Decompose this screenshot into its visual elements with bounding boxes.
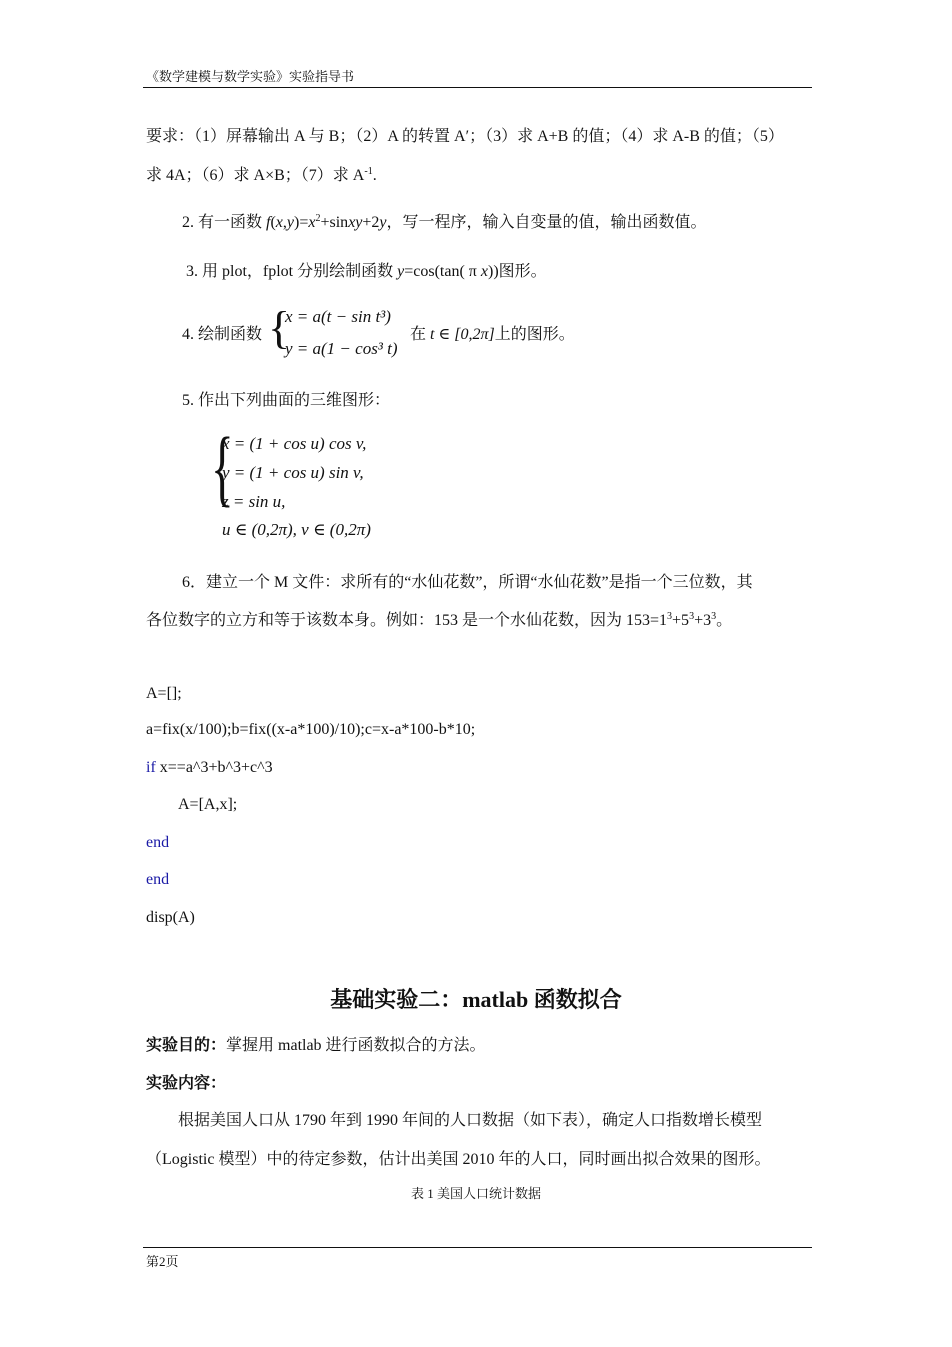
- q4-equation-1: x = a(t − sin t³): [285, 307, 391, 326]
- q5-brace: {: [211, 419, 234, 515]
- q3-prefix: 3. 用 plot，fplot 分别绘制函数: [186, 263, 398, 280]
- content-body-2: （Logistic 模型）中的待定参数，估计出美国 2010 年的人口，同时画出拟合效果的图形。: [146, 1151, 771, 1168]
- question-3: [186, 258, 547, 281]
- q3-suffix: ))图形。: [487, 263, 547, 280]
- q6-cube-3: 3: [711, 611, 717, 622]
- inverse-superscript: -1: [364, 166, 373, 177]
- code-line-1: A=[];: [146, 685, 182, 702]
- q5-equation-3: z = sin u,: [222, 492, 286, 511]
- running-header: 《数学建模与数学实验》实验指导书: [146, 69, 355, 84]
- code-line-5: end: [146, 834, 170, 851]
- section-title: 基础实验二：matlab 函数拟合: [330, 987, 622, 1012]
- table-caption: 表 1 美国人口统计数据: [410, 1186, 541, 1201]
- q6-text: 各位数字的立方和等于该数本身。例如：153 是一个水仙花数，因为 153=1: [146, 612, 668, 629]
- q5-equation-4: u ∈ (0,2π), v ∈ (0,2π): [222, 520, 371, 539]
- requirements-line-2: [146, 162, 377, 185]
- q4-at: 在: [410, 326, 427, 343]
- header-rule: [143, 87, 812, 88]
- code-line-3: [146, 759, 273, 777]
- q2-suffix: ，写一程序，输入自变量的值，输出函数值。: [386, 214, 707, 231]
- q5-equation-2: y = (1 + cos u) sin v,: [222, 463, 364, 482]
- purpose-line: [146, 1032, 486, 1055]
- question-2: [182, 209, 707, 232]
- content-body-1: 根据美国人口从 1790 年到 1990 年间的人口数据（如下表），确定人口指数增长模型: [178, 1112, 763, 1129]
- q5-equation-1: x = (1 + cos u) cos v,: [222, 434, 367, 453]
- footer-rule: [143, 1247, 812, 1248]
- q2-x: x: [275, 214, 283, 231]
- q3-y: y: [397, 263, 405, 280]
- q2-x2: x: [308, 214, 316, 231]
- keyword-if: if: [146, 759, 156, 776]
- q6-cube-2: 3: [689, 611, 695, 622]
- page-number: 第2页: [146, 1254, 179, 1269]
- q6-cube-1: 3: [667, 611, 673, 622]
- q6-plus-3: +3: [694, 612, 712, 629]
- q2-f: f: [266, 214, 271, 231]
- q4-interval: t ∈ [0,2π]: [430, 326, 495, 343]
- q2-y2: y: [379, 214, 387, 231]
- purpose-text: 掌握用 matlab 进行函数拟合的方法。: [226, 1037, 486, 1054]
- q4-brace: {: [268, 302, 291, 353]
- q2-sin: +sin: [320, 214, 349, 231]
- code-line-7: disp(A): [146, 909, 195, 926]
- q3-x: x: [480, 263, 488, 280]
- question-6-line-2: [146, 607, 732, 630]
- q6-end: 。: [716, 612, 733, 629]
- q4-equation-2: y = a(1 − cos³ t): [285, 339, 398, 358]
- q2-xy: xy: [348, 214, 363, 231]
- requirements-period: .: [372, 167, 377, 184]
- q4-domain: [410, 321, 575, 344]
- code-line-6: end: [146, 871, 170, 888]
- content-label: 实验内容：: [146, 1075, 227, 1092]
- code-condition: x==a^3+b^3+c^3: [155, 759, 273, 776]
- code-line-4: A=[A,x];: [178, 796, 238, 813]
- code-line-2: a=fix(x/100);b=fix((x-a*100)/10);c=x-a*100-b*10;: [146, 721, 476, 738]
- q2-comma: ,: [282, 214, 287, 231]
- q2-close: )=: [294, 214, 309, 231]
- purpose-label: 实验目的：: [146, 1037, 227, 1054]
- q3-mid: =cos(tan( π: [404, 263, 481, 280]
- requirements-text: 求 4A；（6）求 A×B；（7）求 A: [146, 167, 365, 184]
- q2-prefix: 2. 有一函数: [182, 214, 267, 231]
- question-5: 5. 作出下列曲面的三维图形：: [182, 392, 391, 409]
- q2-square: 2: [315, 213, 321, 224]
- q2-plus2: +2: [362, 214, 380, 231]
- requirements-line-1: 要求：（1）屏幕输出 A 与 B；（2）A 的转置 A′；（3）求 A+B 的值；（4）求 A-B 的值；（5）: [146, 128, 784, 145]
- question-6-line-1: 6．建立一个 M 文件：求所有的“水仙花数”，所谓“水仙花数”是指一个三位数，其: [182, 574, 753, 591]
- q2-y: y: [286, 214, 295, 231]
- q4-suffix: 上的图形。: [494, 326, 575, 343]
- q2-paren: (: [270, 214, 276, 231]
- q6-plus-5: +5: [672, 612, 690, 629]
- question-4-prefix: 4. 绘制函数: [182, 326, 263, 343]
